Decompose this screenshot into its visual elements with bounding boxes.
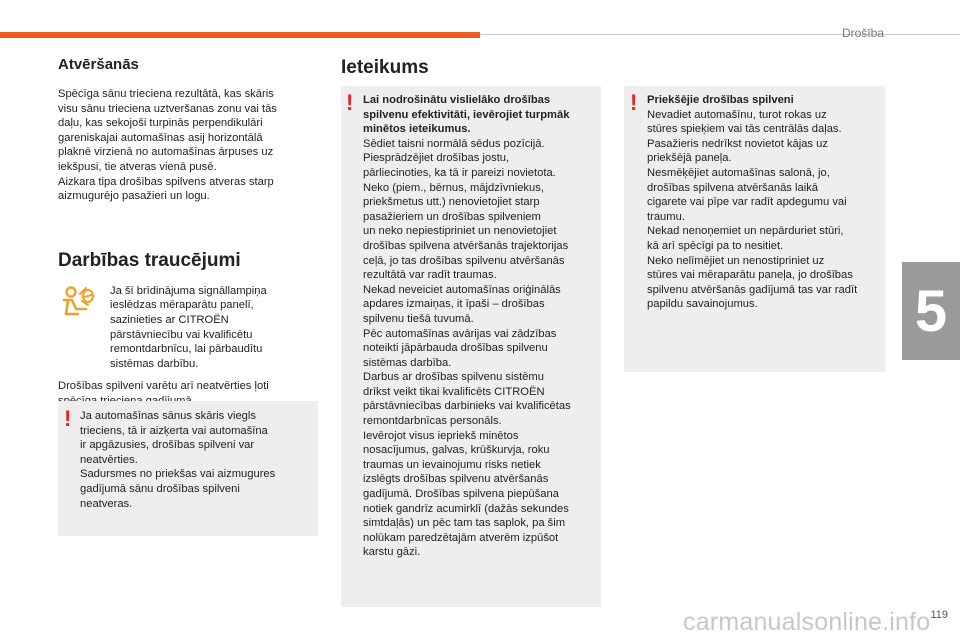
note-front-airbags: [647, 93, 883, 312]
warning-exclamation-icon: !: [64, 406, 72, 431]
text-line: un neko nepiestipriniet un nenovietojiet: [363, 225, 557, 238]
text-line: drīkst veikt tikai kvalificēts CITROËN: [363, 385, 545, 398]
text-line: spilvenu efektivitāti, ievērojiet turpmāk: [363, 108, 570, 121]
text-line: drošības spilvena atvēršanās laikā: [647, 181, 819, 194]
text-line: sistēmas darbību.: [110, 357, 199, 370]
airbag-warning-lamp-icon: [58, 284, 110, 372]
text-line: gadījumā. Drošības spilvena piepūšana: [363, 488, 559, 501]
text-line: izslēgts drošības spilvenu atvēršanās: [363, 473, 549, 486]
note-front-airbags-title: [647, 93, 883, 108]
text-line: nolūkam paredzētajām atverēm izpūšot: [363, 531, 559, 544]
chapter-number: 5: [914, 278, 948, 344]
text-line: trieciens, tā ir aizķerta vai automašīna: [80, 424, 268, 437]
text-line: Ja automašīnas sānus skāris viegls: [80, 410, 256, 422]
page-number: 119: [930, 609, 948, 621]
text-line: gareniskajai automašīnas asij horizontālā: [58, 131, 263, 144]
heading-advice: Ieteikums: [341, 57, 429, 78]
note-advice: [363, 93, 599, 560]
text-line: Spēcīga sānu trieciena rezultātā, kas skāris: [58, 88, 274, 100]
text-line: Ievērojot visus iepriekš minētos: [363, 429, 519, 442]
text-line: priekšmetus utt.) nenovietojiet starp: [363, 196, 540, 209]
text-line: karstu gāzi.: [363, 546, 421, 559]
warning-exclamation-icon: !: [346, 90, 354, 115]
heading-malfunctions: Darbības traucējumi: [58, 249, 241, 271]
text-line: sistēmas darbība.: [363, 356, 452, 369]
chapter-tab: [902, 262, 960, 360]
note-front-airbags-text: [647, 108, 883, 312]
note-advice-text: [363, 137, 599, 560]
text-line: sazinieties ar CITROËN: [110, 313, 229, 326]
text-line: nosacījumus, galvas, krūškurvja, roku: [363, 444, 550, 457]
warning-lamp-text: [110, 284, 320, 372]
text-line: pasažieriem un drošības spilveniem: [363, 210, 541, 223]
note-side-impact: [80, 409, 310, 511]
text-line: iekšpusi, tie atveras vienā pusē.: [58, 160, 217, 173]
text-line: Drošības spilveni varētu arī neatvērties ļoti: [58, 380, 269, 393]
text-line: Nevadiet automašīnu, turot rokas uz: [647, 108, 827, 121]
text-line: pārstāvniecību vai kvalificētu: [110, 328, 253, 341]
text-line: simtdaļās) un pēc tam tas saplok, pa šim: [363, 517, 566, 530]
text-line: traumu.: [647, 210, 685, 223]
text-line: Ja šī brīdinājuma signāllampiņa: [110, 284, 267, 297]
text-line: neatvērties.: [80, 453, 138, 466]
text-line: spilvenu atvēršanās gadījumā tas var radīt: [647, 283, 858, 296]
text-line: Pasažieris nedrīkst novietot kājas uz: [647, 137, 828, 150]
text-line: noteikti jāpārbauda drošības spilvenu: [363, 342, 548, 355]
text-line: pārstāvniecības darbinieks vai kvalificētas: [363, 400, 571, 413]
text-line: papildu savainojumus.: [647, 298, 758, 311]
text-line: Priekšējie drošības spilveni: [647, 94, 794, 106]
text-line: notiek gandrīz acumirklī (dažās sekundes: [363, 502, 569, 515]
text-line: stūres spieķiem vai tās centrālās daļas.: [647, 123, 842, 136]
text-line: remontdarbnīcu, lai pārbaudītu: [110, 343, 263, 356]
text-line: aizmugurējo pasažieri un logu.: [58, 190, 210, 203]
text-line: cigarete vai pīpe var radīt apdegumu vai: [647, 196, 847, 209]
text-line: Neko (piem., bērnus, mājdzīvniekus,: [363, 181, 544, 194]
text-line: Neko nelīmējiet un nenostipriniet uz: [647, 254, 825, 267]
text-line: spilvenu tiešā tuvumā.: [363, 312, 474, 325]
text-line: ieslēdzas mēraparātu panelī,: [110, 299, 254, 312]
text-line: Piesprādzējiet drošības jostu,: [363, 152, 510, 165]
text-line: priekšējā paneļa.: [647, 152, 732, 165]
note-side-impact-text: [80, 409, 310, 511]
text-line: Nesmēķējiet automašīnas salonā, jo,: [647, 166, 830, 179]
warning-exclamation-icon: !: [630, 90, 638, 115]
text-line: Aizkara tipa drošības spilvens atveras starp: [58, 175, 274, 188]
text-line: stūres vai mēraparātu paneļa, jo drošības: [647, 269, 853, 282]
watermark: carmanualsonline.info: [683, 608, 931, 636]
text-line: apdares izmaiņas, it īpaši – drošības: [363, 298, 545, 311]
text-line: daļu, kas sekojoši turpinās perpendikulāri: [58, 117, 263, 130]
text-line: drošības spilvena atvēršanās trajektorijas: [363, 239, 569, 252]
heading-opening: Atvēršanās: [58, 56, 139, 73]
text-line: Sēdiet taisni normālā sēdus pozīcijā.: [363, 137, 545, 150]
text-line: gadījumā sānu drošības spilveni: [80, 482, 240, 495]
text-line: pārliecinoties, ka tā ir pareizi novietota.: [363, 166, 556, 179]
header-accent-bar: [0, 32, 480, 38]
text-line: kā arī spēcīgi pa to nesitiet.: [647, 239, 784, 252]
text-line: Nekad neveiciet automašīnas oriģinālās: [363, 283, 561, 296]
text-line: Sadursmes no priekšas vai aizmugures: [80, 468, 276, 481]
paragraph-opening: [58, 87, 320, 204]
text-line: Lai nodrošinātu vislielāko drošības: [363, 94, 551, 106]
note-advice-title: [363, 93, 599, 137]
text-line: remontdarbnīcas personāls.: [363, 415, 502, 428]
text-line: visu sānu trieciena uztveršanas zonu vai tās: [58, 102, 277, 115]
header-divider: [480, 34, 960, 35]
text-line: ceļā, jo tas drošības spilvenu atvēršanās: [363, 254, 565, 267]
text-line: neatveras.: [80, 497, 133, 510]
text-line: ir apgāzusies, drošības spilveni var: [80, 439, 255, 452]
text-line: Nekad nenoņemiet un nepārduriet stūri,: [647, 225, 844, 238]
text-line: traumas un ievainojumu risks netiek: [363, 458, 541, 471]
text-line: Pēc automašīnas avārijas vai zādzības: [363, 327, 557, 340]
section-title: Drošība: [841, 26, 884, 40]
text-line: rezultātā var radīt traumas.: [363, 269, 497, 282]
warning-lamp-row: [58, 284, 320, 372]
text-line: plaknē virzienā no automašīnas ārpuses uz: [58, 146, 274, 159]
text-line: Darbus ar drošības spilvenu sistēmu: [363, 371, 544, 384]
column-left: [58, 56, 320, 409]
text-line: minētos ieteikumus.: [363, 123, 471, 136]
